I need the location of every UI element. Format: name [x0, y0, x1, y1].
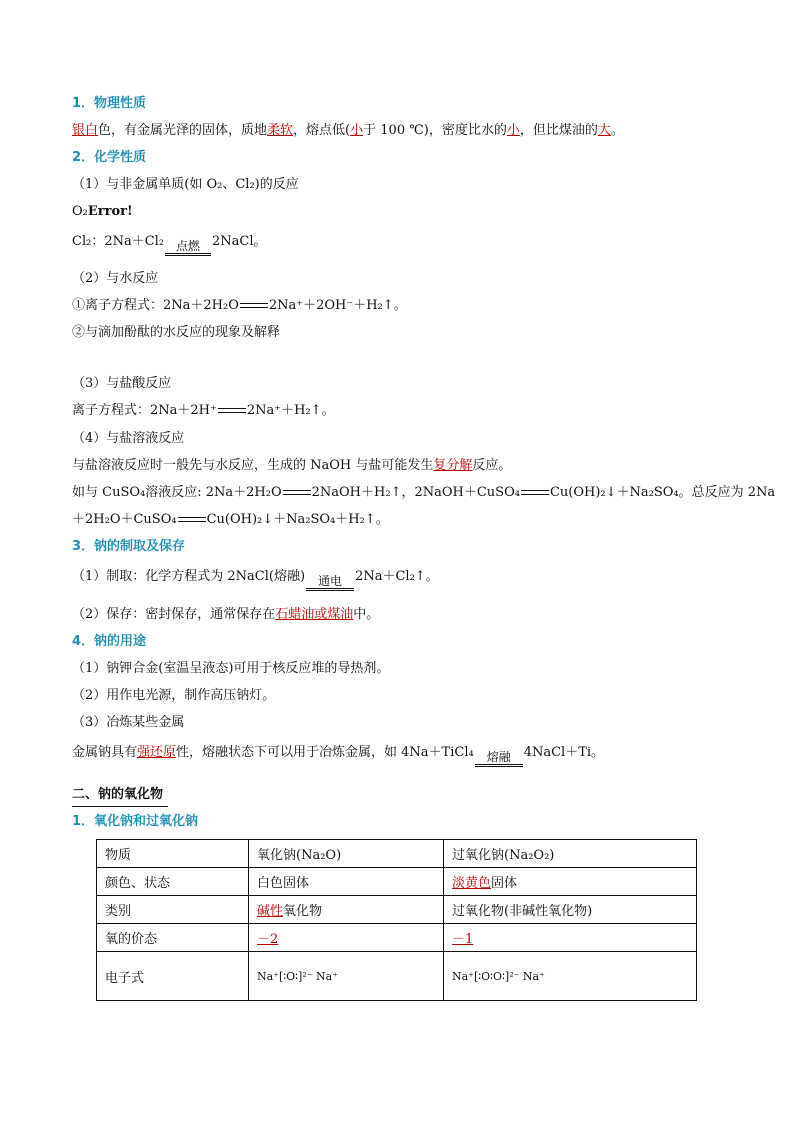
- table-row: [97, 952, 697, 1001]
- electron-formula-na2o2: Na⁺[∶O∶O∶]²⁻ Na⁺: [452, 969, 545, 983]
- text: ，熔点低(: [293, 123, 351, 138]
- storage-line: [72, 606, 379, 624]
- equals-sign: [218, 408, 246, 413]
- table-header: 物质: [97, 840, 249, 868]
- table-row: [97, 924, 697, 952]
- red-term: 复分解: [433, 458, 473, 473]
- text: 氧化物: [283, 904, 323, 919]
- error-text: Error!: [87, 204, 133, 219]
- equals-sign: [283, 490, 311, 495]
- text: 反应。: [472, 458, 512, 473]
- text: 色，有金属光泽的固体，质地: [98, 123, 268, 138]
- part-title-oxides: 二、钠的氧化物: [72, 786, 168, 807]
- oxides-table: [96, 839, 697, 1001]
- equals-sign: [240, 303, 268, 308]
- electron-formula-na2o: Na⁺[∶O∶]²⁻ Na⁺: [257, 969, 339, 983]
- sub-heading-hcl: （3）与盐酸反应: [72, 376, 172, 391]
- section-title-chemical: 2．化学性质: [72, 150, 147, 165]
- o2-prefix: O₂: [72, 204, 88, 219]
- sub-heading-salt: （4）与盐溶液反应: [72, 431, 185, 446]
- table-cell: [444, 924, 697, 952]
- equals-sign: [178, 517, 206, 522]
- table-cell: [249, 924, 444, 952]
- red-term: 强还原: [137, 745, 177, 760]
- text: 中。: [353, 607, 380, 622]
- text: 。: [610, 123, 624, 138]
- table-header: 过氧化钠(Na₂O₂): [444, 840, 697, 868]
- text: 固体: [491, 876, 518, 891]
- equation-text: Cu(OH)₂↓＋Na₂SO₄＋H₂↑。: [206, 512, 389, 527]
- table-cell: [444, 868, 697, 896]
- cuso4-reaction-line-1: [72, 484, 775, 502]
- text: 与盐溶液反应时一般先与水反应，生成的 NaOH 与盐可能发生: [72, 458, 434, 473]
- section-title-physical: 1．物理性质: [72, 96, 147, 111]
- ionic-equation-hcl: [72, 402, 335, 420]
- equation-text: 如与 CuSO₄溶液反应: 2Na＋2H₂O: [72, 485, 282, 500]
- table-cell: [249, 896, 444, 924]
- equation-text: 性，熔融状态下可以用于冶炼金属，如 4Na＋TiCl₄: [176, 745, 474, 760]
- condition-arrow: [306, 575, 354, 595]
- ionic-equation-water: [72, 297, 407, 315]
- table-row: [97, 896, 697, 924]
- equals-sign: [521, 490, 549, 495]
- red-term: 碱性: [257, 904, 284, 919]
- red-term: －1: [452, 932, 474, 947]
- equation-text: ①离子方程式：2Na＋2H₂O: [72, 298, 239, 313]
- text: 金属钠具有: [72, 745, 138, 760]
- phenolphthalein-line: ②与滴加酚酞的水反应的现象及解释: [72, 325, 281, 340]
- table-cell: 过氧化物(非碱性氧化物): [444, 896, 697, 924]
- equation-text: 2Na⁺＋2OH⁻＋H₂↑。: [268, 298, 407, 313]
- table-row: [97, 868, 697, 896]
- red-term: 小: [350, 123, 364, 138]
- table-cell: 颜色、状态: [97, 868, 249, 896]
- section-title-production: 3．钠的制取及保存: [72, 539, 186, 554]
- o2-reaction-line: [72, 203, 133, 221]
- table-header: 氧化钠(Na₂O): [249, 840, 444, 868]
- red-term: 淡黄色: [452, 876, 492, 891]
- table-cell: 氧的价态: [97, 924, 249, 952]
- production-line: [72, 559, 439, 595]
- use-item-2: （2）用作电光源，制作高压钠灯。: [72, 688, 276, 703]
- metal-reduction-line: [72, 735, 604, 771]
- red-term: －2: [257, 932, 279, 947]
- cuso4-reaction-line-2: [72, 511, 389, 529]
- table-cell: 类别: [97, 896, 249, 924]
- equation-text: 2NaCl。: [212, 234, 267, 249]
- equation-text: 2Na⁺＋H₂↑。: [246, 403, 335, 418]
- condition-label: 熔融: [486, 750, 511, 764]
- text: 于 100 ℃)，密度比水的: [363, 123, 507, 138]
- condition-arrow: [165, 240, 211, 260]
- salt-reaction-text: [72, 457, 511, 475]
- equation-text: 离子方程式：2Na＋2H⁺: [72, 403, 217, 418]
- equation-text: 2Na＋Cl₂↑。: [355, 569, 439, 584]
- cl2-reaction-line: [72, 224, 267, 260]
- use-item-3: （3）冶炼某些金属: [72, 715, 185, 730]
- table-cell: 电子式: [97, 952, 249, 1001]
- sub-heading-water: （2）与水反应: [72, 271, 159, 286]
- table-row: [97, 840, 697, 868]
- text: ，但比煤油的: [519, 123, 598, 138]
- physical-properties-text: [72, 122, 624, 140]
- red-term: 银白: [72, 123, 99, 138]
- table-cell: 白色固体: [249, 868, 444, 896]
- red-term: 大: [597, 123, 611, 138]
- condition-arrow: [475, 751, 523, 771]
- condition-label: 点燃: [176, 239, 201, 253]
- section-title-uses: 4．钠的用途: [72, 634, 147, 649]
- sub-heading-nonmetal: （1）与非金属单质(如 O₂、Cl₂)的反应: [72, 177, 299, 192]
- red-term: 柔软: [267, 123, 294, 138]
- text: （2）保存：密封保存，通常保存在: [72, 607, 276, 622]
- table-cell: [249, 952, 444, 1001]
- equation-text: （1）制取：化学方程式为 2NaCl(熔融): [72, 569, 306, 584]
- table-cell: [444, 952, 697, 1001]
- equation-text: ＋2H₂O＋CuSO₄: [72, 512, 177, 527]
- use-item-1: （1）钠钾合金(室温呈液态)可用于核反应堆的导热剂。: [72, 661, 390, 676]
- equation-text: 2NaOH＋H₂↑，2NaOH＋CuSO₄: [311, 485, 520, 500]
- equation-text: Cu(OH)₂↓＋Na₂SO₄。总反应为 2Na: [549, 485, 776, 500]
- equation-text: Cl₂：2Na＋Cl₂: [72, 234, 165, 249]
- red-term: 小: [506, 123, 520, 138]
- section-title-oxides: 1．氧化钠和过氧化钠: [72, 814, 199, 829]
- equation-text: 4NaCl＋Ti。: [523, 745, 605, 760]
- condition-label: 通电: [318, 574, 343, 588]
- red-term: 石蜡油或煤油: [275, 607, 354, 622]
